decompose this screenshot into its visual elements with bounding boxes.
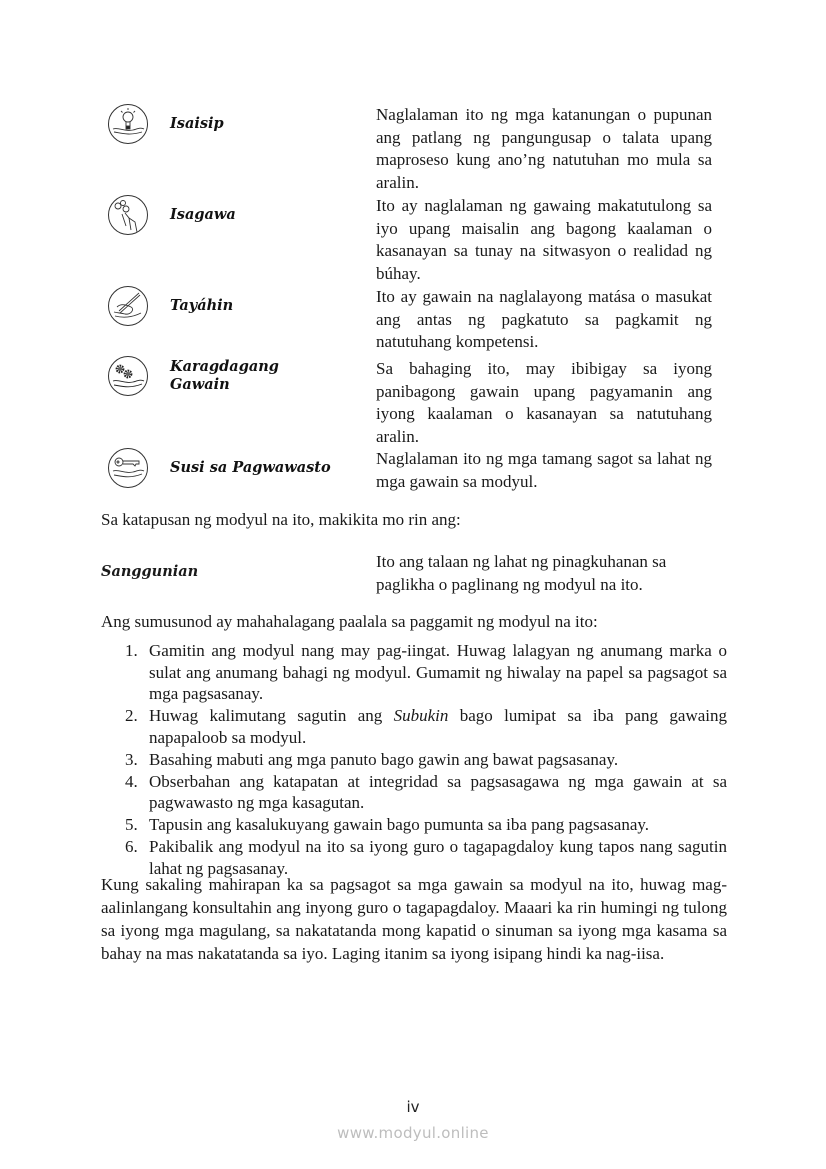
lightbulb-hand-icon [108,104,148,144]
reminder-number: 6. [125,837,138,856]
watermark-link[interactable]: www.modyul.online [337,1124,489,1142]
end-intro-text: Sa katapusan ng modyul na ito, makikita mo rin ang: [101,510,461,529]
section-description: Ito ay naglalaman ng gawaing makatutulong sa iyo upang maisalin ang bagong kaalaman o kasanayan sa tunay na sitwasyon o realidad ng búhay. [376,196,712,283]
reminders-intro-text: Ang sumusunod ay mahahalagang paalala sa paggamit ng modyul na ito: [101,612,598,631]
reminders-list [122,640,727,880]
section-label-line-2: Gawain [170,376,230,393]
section-label: Susi sa Pagwawasto [170,459,331,476]
section-label-line-1: Karagdagang [170,358,279,375]
reminder-item [122,814,727,836]
reminder-item [122,640,727,705]
reminder-text: Huwag kalimutang sagutin ang [149,706,394,725]
section-description: Naglalaman ito ng mga katanungan o pupunan ang patlang ng pangungusap o talata upang maproseso kung ano’ng natutuhan mo mula sa aralin. [376,105,712,192]
sanggunian-label: Sanggunian [101,563,199,580]
hand-gears-tool-icon [108,195,148,235]
reminder-text: Basahing mabuti ang mga panuto bago gawin ang bawat pagsasanay. [149,749,619,769]
sanggunian-description: Ito ang talaan ng lahat ng pinagkuhanan sa paglikha o paglinang ng modyul na ito. [376,552,667,594]
section-label: Tayáhin [170,297,234,314]
section-label: Isaisip [170,115,224,132]
reminder-emphasis: Subukin [393,706,449,725]
reminder-item [122,749,727,771]
reminder-item [122,705,727,748]
reminder-number: 1. [125,641,138,660]
reminder-number: 3. [125,749,138,769]
hand-gears-icon [108,356,148,396]
reminder-text-after: bago lumipat sa iba pang gawaing napapaloob sa modyul. [149,706,727,747]
section-description: Sa bahaging ito, may ibibigay sa iyong panibagong gawain upang pagyamanin ang iyong kaalaman o kasanayan sa natutuhang aralin. [376,359,712,446]
page-number: iv [406,1098,420,1116]
reminder-number: 2. [125,706,138,725]
hand-pen-icon [108,286,148,326]
reminder-text: Gamitin ang modyul nang may pag-iingat. Huwag lalagyan ng anumang marka o sulat ang anumang bahagi ng modyul. Gumamit ng hiwalay na papel sa pagsagot sa mga pagsasanay. [149,641,727,703]
section-label [170,358,370,394]
reminder-item [122,771,727,814]
reminder-text: Pakibalik ang modyul na ito sa iyong guro o tagapagdaloy kung tapos nang sagutin lahat ng pagsasanay. [149,837,727,878]
section-description: Naglalaman ito ng mga tamang sagot sa lahat ng mga gawain sa modyul. [376,449,712,491]
reminder-number: 4. [125,771,138,791]
reminder-number: 5. [125,815,138,834]
reminder-text: Tapusin ang kasalukuyang gawain bago pumunta sa iba pang pagsasanay. [149,815,650,834]
section-label: Isagawa [170,206,236,223]
section-description: Ito ay gawain na naglalayong matása o masukat ang antas ng pagkatuto sa pagkamit ng natutuhang kompetensi. [376,287,712,351]
closing-paragraph: Kung sakaling mahirapan ka sa pagsagot sa mga gawain sa modyul na ito, huwag mag-aalinlangang konsultahin ang inyong guro o tagapagdaloy. Maaari ka rin humingi ng tulong sa iyong mga magulang, sa nakatatanda mong kapatid o sinuman sa iyong mga kasama sa bahay na mas nakatatanda sa iyo. Laging itanim sa iyong isipang hindi ka nag-iisa. [101,875,727,963]
hand-key-icon [108,448,148,488]
reminder-text: Obserbahan ang katapatan at integridad sa pagsasagawa ng mga gawain at sa pagwawasto ng mga kasagutan. [149,771,727,812]
